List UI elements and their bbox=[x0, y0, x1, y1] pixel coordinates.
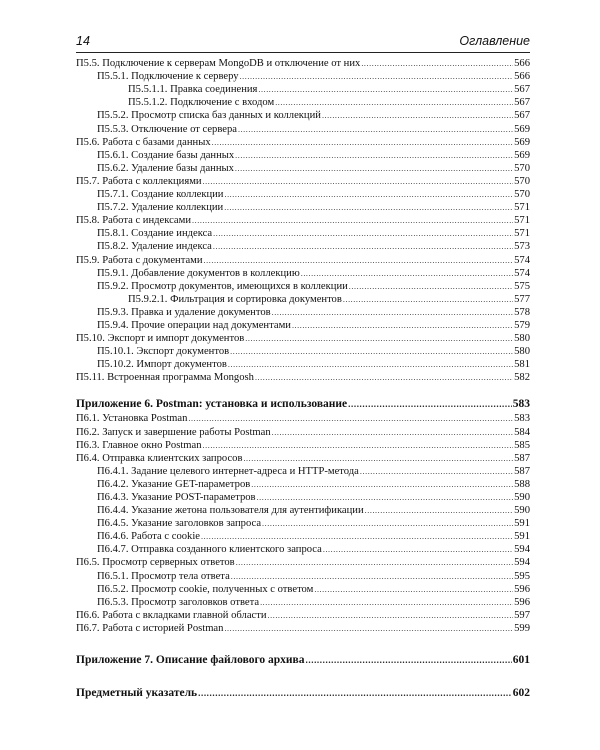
toc-entry bbox=[76, 188, 530, 201]
toc-entry-title: П6.4. Отправка клиентских запросов bbox=[76, 452, 243, 464]
toc-entry-title: П5.9.2. Просмотр документов, имеющихся в коллекции bbox=[97, 280, 348, 292]
toc-entry-page: 575 bbox=[514, 280, 530, 292]
toc-entry bbox=[76, 569, 530, 582]
toc-entry-title: П6.6. Работа с вкладками главной области bbox=[76, 609, 267, 621]
toc-entry-title: П5.5.1.1. Правка соединения bbox=[128, 84, 258, 96]
toc-entry-page: 587 bbox=[514, 465, 530, 477]
toc-entry-page: 567 bbox=[514, 84, 530, 96]
toc-entry-page: 594 bbox=[514, 557, 530, 569]
dot-leader bbox=[258, 83, 513, 96]
dot-leader bbox=[292, 319, 513, 332]
table-of-contents bbox=[76, 57, 530, 701]
toc-entry-title: П5.5.3. Отключение от сервера bbox=[97, 123, 237, 135]
dot-leader bbox=[224, 201, 513, 214]
dot-leader bbox=[243, 452, 513, 465]
dot-leader bbox=[348, 396, 512, 412]
toc-entry-title: П5.5.1.2. Подключение с входом bbox=[128, 97, 275, 109]
toc-entry-title: П5.5.2. Просмотр списка баз данных и коллекций bbox=[97, 110, 321, 122]
toc-entry-title: П5.6.2. Удаление базы данных bbox=[97, 162, 234, 174]
toc-entry bbox=[76, 96, 530, 109]
toc-entry-title: П5.8.2. Удаление индекса bbox=[97, 241, 212, 253]
dot-leader bbox=[224, 188, 513, 201]
toc-entry-page: 570 bbox=[514, 189, 530, 201]
toc-entry-title: П5.8.1. Создание индекса bbox=[97, 228, 213, 240]
toc-appendix-entry bbox=[76, 393, 530, 412]
toc-entry bbox=[76, 122, 530, 135]
dot-leader bbox=[275, 96, 513, 109]
toc-entry bbox=[76, 70, 530, 83]
toc-entry bbox=[76, 319, 530, 332]
toc-entry-title: П6.4.1. Задание целевого интернет-адреса и HTTP-метода bbox=[97, 465, 359, 477]
toc-entry-title: П5.9.1. Добавление документов в коллекцию bbox=[97, 267, 300, 279]
page-header bbox=[76, 32, 530, 53]
toc-entry-title: П6.4.7. Отправка созданного клиентского запроса bbox=[97, 544, 322, 556]
toc-entry-page: 590 bbox=[514, 505, 530, 517]
toc-entry-page: 577 bbox=[514, 293, 530, 305]
toc-entry-page: 588 bbox=[514, 478, 530, 490]
toc-entry-page: 583 bbox=[514, 413, 530, 425]
dot-leader bbox=[272, 426, 513, 439]
toc-entry-title: П5.8. Работа с индексами bbox=[76, 215, 192, 227]
dot-leader bbox=[268, 609, 514, 622]
toc-entry bbox=[76, 201, 530, 214]
toc-entry bbox=[76, 491, 530, 504]
toc-entry-title: П5.9.4. Прочие операции над документами bbox=[97, 319, 291, 331]
toc-entry-page: 595 bbox=[514, 570, 530, 582]
dot-leader bbox=[235, 162, 513, 175]
toc-entry-page: 585 bbox=[514, 439, 530, 451]
dot-leader bbox=[323, 543, 513, 556]
toc-entry-page: 596 bbox=[514, 596, 530, 608]
toc-entry bbox=[76, 306, 530, 319]
toc-entry bbox=[76, 332, 530, 345]
toc-entry-title: П5.7.2. Удаление коллекции bbox=[97, 202, 224, 214]
toc-entry-page: 591 bbox=[514, 531, 530, 543]
dot-leader bbox=[212, 136, 513, 149]
dot-leader bbox=[201, 530, 513, 543]
toc-entry bbox=[76, 504, 530, 517]
dot-leader bbox=[349, 280, 513, 293]
toc-entry-page: 580 bbox=[514, 333, 530, 345]
dot-leader bbox=[361, 57, 513, 70]
dot-leader bbox=[224, 622, 513, 635]
toc-entry bbox=[76, 109, 530, 122]
dot-leader bbox=[251, 478, 513, 491]
toc-entry-title: П6.4.4. Указание жетона пользователя для аутентификации bbox=[97, 505, 364, 517]
toc-entry-title: П5.11. Встроенная программа Mongosh bbox=[76, 372, 254, 384]
toc-entry-page: 582 bbox=[514, 372, 530, 384]
toc-entry-page: 566 bbox=[514, 58, 530, 70]
toc-entry-title: П5.6. Работа с базами данных bbox=[76, 136, 211, 148]
page-number: 14 bbox=[76, 34, 90, 48]
dot-leader bbox=[203, 439, 514, 452]
toc-entry bbox=[76, 162, 530, 175]
dot-leader bbox=[343, 293, 513, 306]
toc-entry-page: 570 bbox=[514, 162, 530, 174]
toc-entry-title: П5.7.1. Создание коллекции bbox=[97, 189, 224, 201]
toc-entry-page: 583 bbox=[512, 398, 530, 411]
toc-entry bbox=[76, 583, 530, 596]
toc-entry-page: 599 bbox=[514, 622, 530, 634]
toc-entry-page: 574 bbox=[514, 267, 530, 279]
toc-entry-page: 570 bbox=[514, 175, 530, 187]
toc-entry-page: 567 bbox=[514, 97, 530, 109]
toc-entry bbox=[76, 371, 530, 384]
toc-entry bbox=[76, 622, 530, 635]
toc-entry bbox=[76, 136, 530, 149]
toc-entry-title: П6.1. Установка Postman bbox=[76, 413, 188, 425]
toc-entry-title: П5.5. Подключение к серверам MongoDB и отключение от них bbox=[76, 58, 361, 70]
toc-entry-page: 573 bbox=[514, 241, 530, 253]
toc-entry-page: 567 bbox=[514, 110, 530, 122]
toc-entry bbox=[76, 543, 530, 556]
toc-entry-page: 594 bbox=[514, 544, 530, 556]
toc-entry-page: 571 bbox=[514, 228, 530, 240]
toc-entry-page: 571 bbox=[514, 215, 530, 227]
toc-entry-page: 601 bbox=[512, 653, 530, 666]
toc-entry bbox=[76, 267, 530, 280]
toc-entry bbox=[76, 425, 530, 438]
toc-entry bbox=[76, 57, 530, 70]
dot-leader bbox=[255, 371, 513, 384]
dot-leader bbox=[231, 570, 513, 583]
toc-entry-page: 574 bbox=[514, 254, 530, 266]
toc-entry-title: П5.10.1. Экспорт документов bbox=[97, 346, 230, 358]
toc-entry bbox=[76, 83, 530, 96]
toc-entry bbox=[76, 214, 530, 227]
dot-leader bbox=[213, 227, 513, 240]
toc-entry bbox=[76, 149, 530, 162]
toc-entry-title: Приложение 6. Postman: установка и использование bbox=[76, 398, 348, 411]
dot-leader bbox=[236, 556, 513, 569]
running-title: Оглавление bbox=[459, 34, 530, 48]
toc-entry-title: Предметный указатель bbox=[76, 686, 198, 699]
dot-leader bbox=[228, 358, 513, 371]
toc-entry-title: Приложение 7. Описание файлового архива bbox=[76, 653, 305, 666]
dot-leader bbox=[322, 109, 513, 122]
toc-entry-title: П5.9. Работа с документами bbox=[76, 254, 203, 266]
toc-entry-title: П6.4.5. Указание заголовков запроса bbox=[97, 518, 262, 530]
toc-entry-page: 587 bbox=[514, 452, 530, 464]
toc-entry bbox=[76, 517, 530, 530]
toc-entry-title: П5.5.1. Подключение к серверу bbox=[97, 71, 239, 83]
toc-entry-page: 571 bbox=[514, 202, 530, 214]
toc-entry-page: 569 bbox=[514, 136, 530, 148]
toc-entry-title: П6.4.6. Работа с cookie bbox=[97, 531, 200, 543]
dot-leader bbox=[257, 491, 514, 504]
toc-entry-page: 584 bbox=[514, 426, 530, 438]
toc-entry-page: 602 bbox=[512, 686, 530, 699]
toc-entry-page: 596 bbox=[514, 583, 530, 595]
toc-entry-title: П6.4.2. Указание GET-параметров bbox=[97, 478, 251, 490]
toc-entry-title: П5.6.1. Создание базы данных bbox=[97, 149, 235, 161]
toc-entry-title: П5.10. Экспорт и импорт документов bbox=[76, 333, 245, 345]
dot-leader bbox=[192, 214, 513, 227]
toc-entry-title: П6.5.2. Просмотр cookie, полученных с ответом bbox=[97, 583, 314, 595]
toc-entry-title: П5.9.3. Правка и удаление документов bbox=[97, 306, 271, 318]
toc-entry-page: 580 bbox=[514, 346, 530, 358]
dot-leader bbox=[245, 332, 513, 345]
toc-entry-page: 566 bbox=[514, 71, 530, 83]
toc-entry-title: П6.7. Работа с историей Postman bbox=[76, 622, 224, 634]
toc-entry-page: 597 bbox=[514, 609, 530, 621]
toc-entry-title: П6.5. Просмотр серверных ответов bbox=[76, 557, 235, 569]
dot-leader bbox=[213, 240, 513, 253]
toc-entry bbox=[76, 253, 530, 266]
toc-entry bbox=[76, 439, 530, 452]
toc-entry-title: П6.5.1. Просмотр тела ответа bbox=[97, 570, 230, 582]
dot-leader bbox=[260, 596, 513, 609]
toc-entry bbox=[76, 412, 530, 425]
dot-leader bbox=[204, 254, 514, 267]
toc-entry bbox=[76, 465, 530, 478]
toc-entry-page: 569 bbox=[514, 123, 530, 135]
toc-entry-page: 581 bbox=[514, 359, 530, 371]
dot-leader bbox=[365, 504, 513, 517]
dot-leader bbox=[306, 652, 512, 668]
dot-leader bbox=[238, 123, 513, 136]
toc-appendix-entry bbox=[76, 682, 530, 701]
toc-entry bbox=[76, 596, 530, 609]
toc-entry-title: П6.3. Главное окно Postman bbox=[76, 439, 202, 451]
toc-appendix-entry bbox=[76, 649, 530, 668]
dot-leader bbox=[262, 517, 513, 530]
dot-leader bbox=[203, 175, 514, 188]
dot-leader bbox=[272, 306, 513, 319]
toc-entry bbox=[76, 240, 530, 253]
toc-entry-page: 590 bbox=[514, 492, 530, 503]
toc-entry-title: П6.5.3. Просмотр заголовков ответа bbox=[97, 596, 260, 608]
dot-leader bbox=[188, 412, 513, 425]
toc-entry-page: 578 bbox=[514, 306, 530, 318]
dot-leader bbox=[198, 685, 512, 701]
toc-entry-title: П5.9.2.1. Фильтрация и сортировка документов bbox=[128, 293, 342, 305]
toc-entry bbox=[76, 609, 530, 622]
toc-entry bbox=[76, 478, 530, 491]
dot-leader bbox=[301, 267, 513, 280]
toc-entry bbox=[76, 345, 530, 358]
toc-entry bbox=[76, 280, 530, 293]
dot-leader bbox=[230, 345, 513, 358]
toc-entry-title: П6.4.3. Указание POST-параметров bbox=[97, 492, 256, 503]
toc-entry-title: П6.2. Запуск и завершение работы Postman bbox=[76, 426, 271, 438]
toc-entry-page: 579 bbox=[514, 319, 530, 331]
toc-entry-page: 569 bbox=[514, 149, 530, 161]
toc-entry bbox=[76, 175, 530, 188]
dot-leader bbox=[314, 583, 513, 596]
toc-entry bbox=[76, 293, 530, 306]
toc-entry bbox=[76, 452, 530, 465]
dot-leader bbox=[360, 465, 513, 478]
toc-entry-title: П5.7. Работа с коллекциями bbox=[76, 175, 202, 187]
toc-entry bbox=[76, 530, 530, 543]
dot-leader bbox=[235, 149, 513, 162]
toc-entry-page: 591 bbox=[514, 518, 530, 530]
toc-entry bbox=[76, 556, 530, 569]
toc-entry bbox=[76, 358, 530, 371]
dot-leader bbox=[240, 70, 514, 83]
toc-entry bbox=[76, 227, 530, 240]
toc-entry-title: П5.10.2. Импорт документов bbox=[97, 359, 227, 371]
